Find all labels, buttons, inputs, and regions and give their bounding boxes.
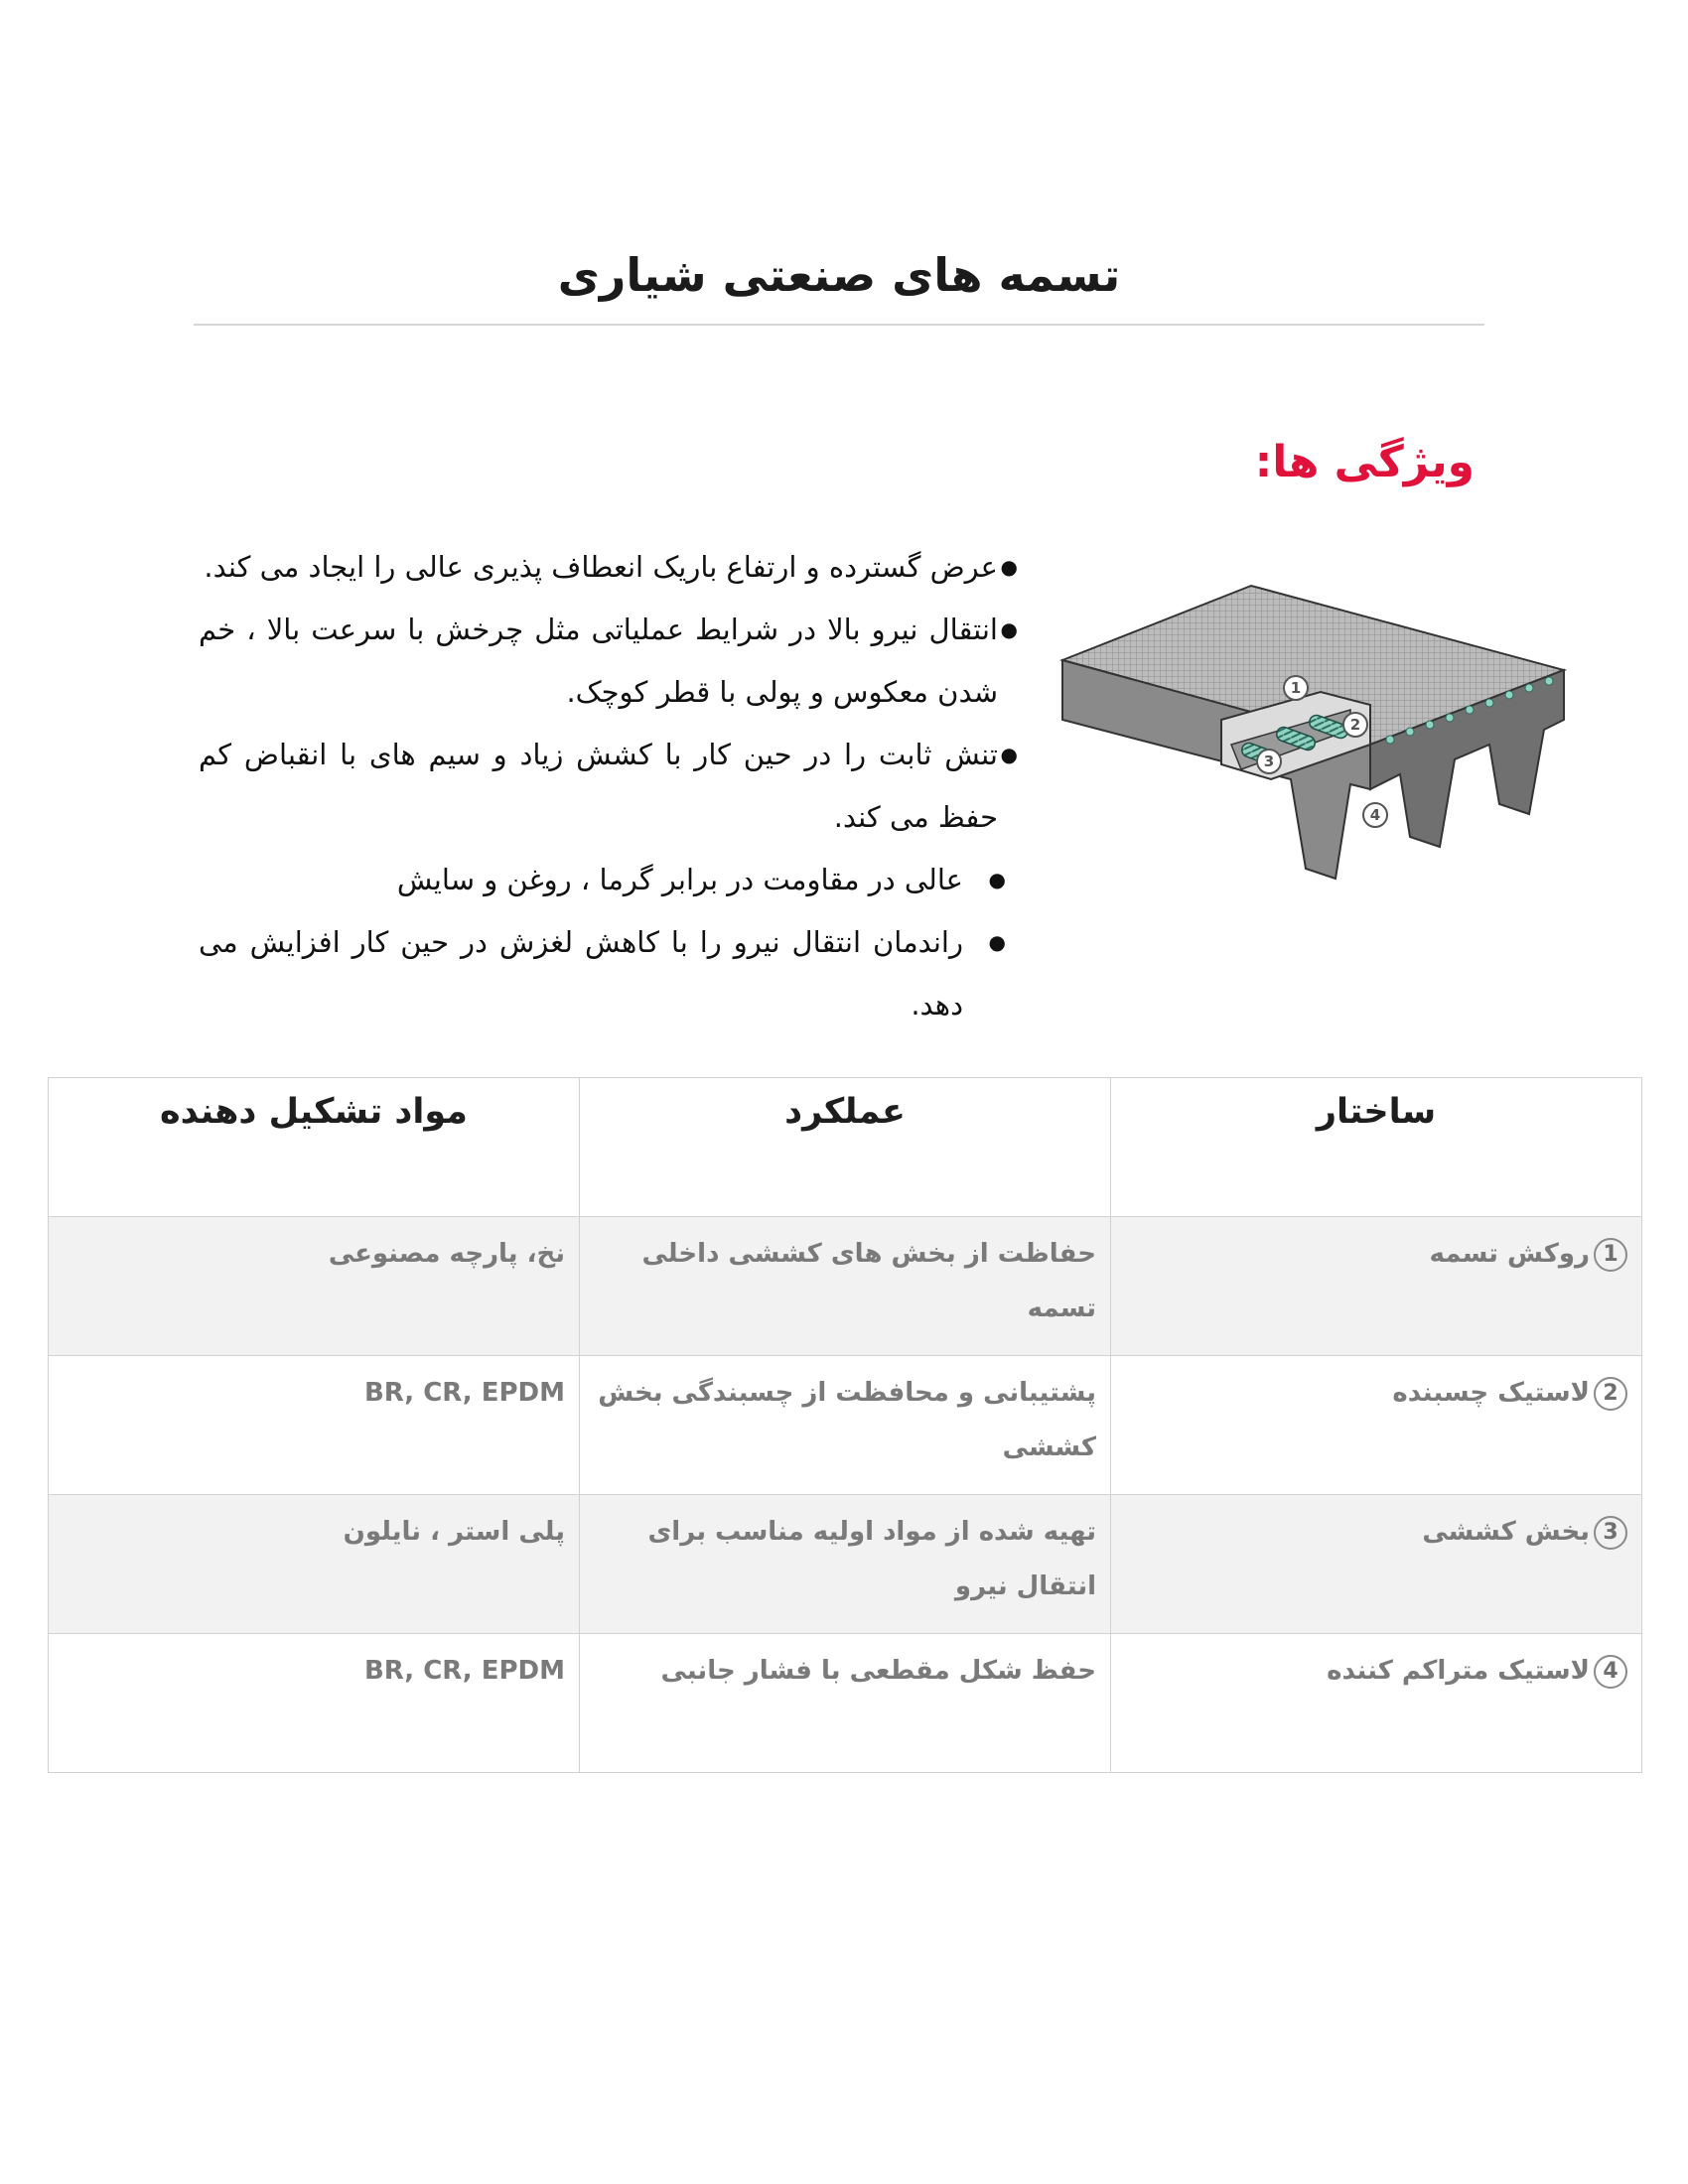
features-list bbox=[199, 536, 1018, 1036]
structure-cell: 1روکش تسمه bbox=[1111, 1217, 1642, 1356]
feature-item: ● عالی در مقاومت در برابر گرما ، روغن و سایش bbox=[199, 849, 1018, 911]
title-divider bbox=[194, 324, 1484, 326]
feature-item: ● انتقال نیرو بالا در شرایط عملیاتی مثل چرخش با سرعت بالا ، خم شدن معکوس و پولی با قطر کوچک. bbox=[199, 599, 1018, 724]
table-header-row bbox=[49, 1078, 1642, 1217]
column-header: ساختار bbox=[1111, 1078, 1642, 1217]
feature-item: ● راندمان انتقال نیرو را با کاهش لغزش در حین کار افزایش می دهد. bbox=[199, 911, 1018, 1036]
table-row bbox=[49, 1217, 1642, 1356]
diagram-label-2: 2 bbox=[1349, 716, 1361, 734]
column-header: مواد تشکیل دهنده bbox=[49, 1078, 580, 1217]
diagram-label-3: 3 bbox=[1263, 752, 1275, 770]
item-number: 3 bbox=[1594, 1516, 1627, 1550]
table-row bbox=[49, 1634, 1642, 1773]
material-cell: BR, CR, EPDM bbox=[49, 1356, 580, 1495]
function-cell: پشتیبانی و محافظت از چسبندگی بخش کششی bbox=[580, 1356, 1111, 1495]
features-heading: ویژگی ها: bbox=[1254, 437, 1475, 487]
structure-cell: 4لاستیک متراکم کننده bbox=[1111, 1634, 1642, 1773]
material-cell: پلی استر ، نایلون bbox=[49, 1495, 580, 1634]
diagram-label-1: 1 bbox=[1290, 679, 1302, 697]
table-row bbox=[49, 1495, 1642, 1634]
material-cell: نخ، پارچه مصنوعی bbox=[49, 1217, 580, 1356]
material-cell: BR, CR, EPDM bbox=[49, 1634, 580, 1773]
function-cell: تهیه شده از مواد اولیه مناسب برای انتقال نیرو bbox=[580, 1495, 1111, 1634]
structure-cell: 3بخش کششی bbox=[1111, 1495, 1642, 1634]
function-cell: حفظ شکل مقطعی با فشار جانبی bbox=[580, 1634, 1111, 1773]
page-title: تسمه های صنعتی شیاری bbox=[557, 248, 1121, 302]
structure-cell: 2لاستیک چسبنده bbox=[1111, 1356, 1642, 1495]
item-number: 1 bbox=[1594, 1238, 1627, 1272]
ribbed-belt-diagram bbox=[1053, 581, 1569, 898]
function-cell: حفاظت از بخش های کششی داخلی تسمه bbox=[580, 1217, 1111, 1356]
item-number: 2 bbox=[1594, 1377, 1627, 1411]
diagram-label-4: 4 bbox=[1369, 806, 1381, 824]
feature-item: ● تنش ثابت را در حین کار با کشش زیاد و سیم های با انقباض کم حفظ می کند. bbox=[199, 724, 1018, 849]
column-header: عملکرد bbox=[580, 1078, 1111, 1217]
feature-item: ● عرض گسترده و ارتفاع باریک انعطاف پذیری عالی را ایجاد می کند. bbox=[199, 536, 1018, 599]
item-number: 4 bbox=[1594, 1655, 1627, 1689]
table-row bbox=[49, 1356, 1642, 1495]
structure-table bbox=[48, 1077, 1642, 1773]
